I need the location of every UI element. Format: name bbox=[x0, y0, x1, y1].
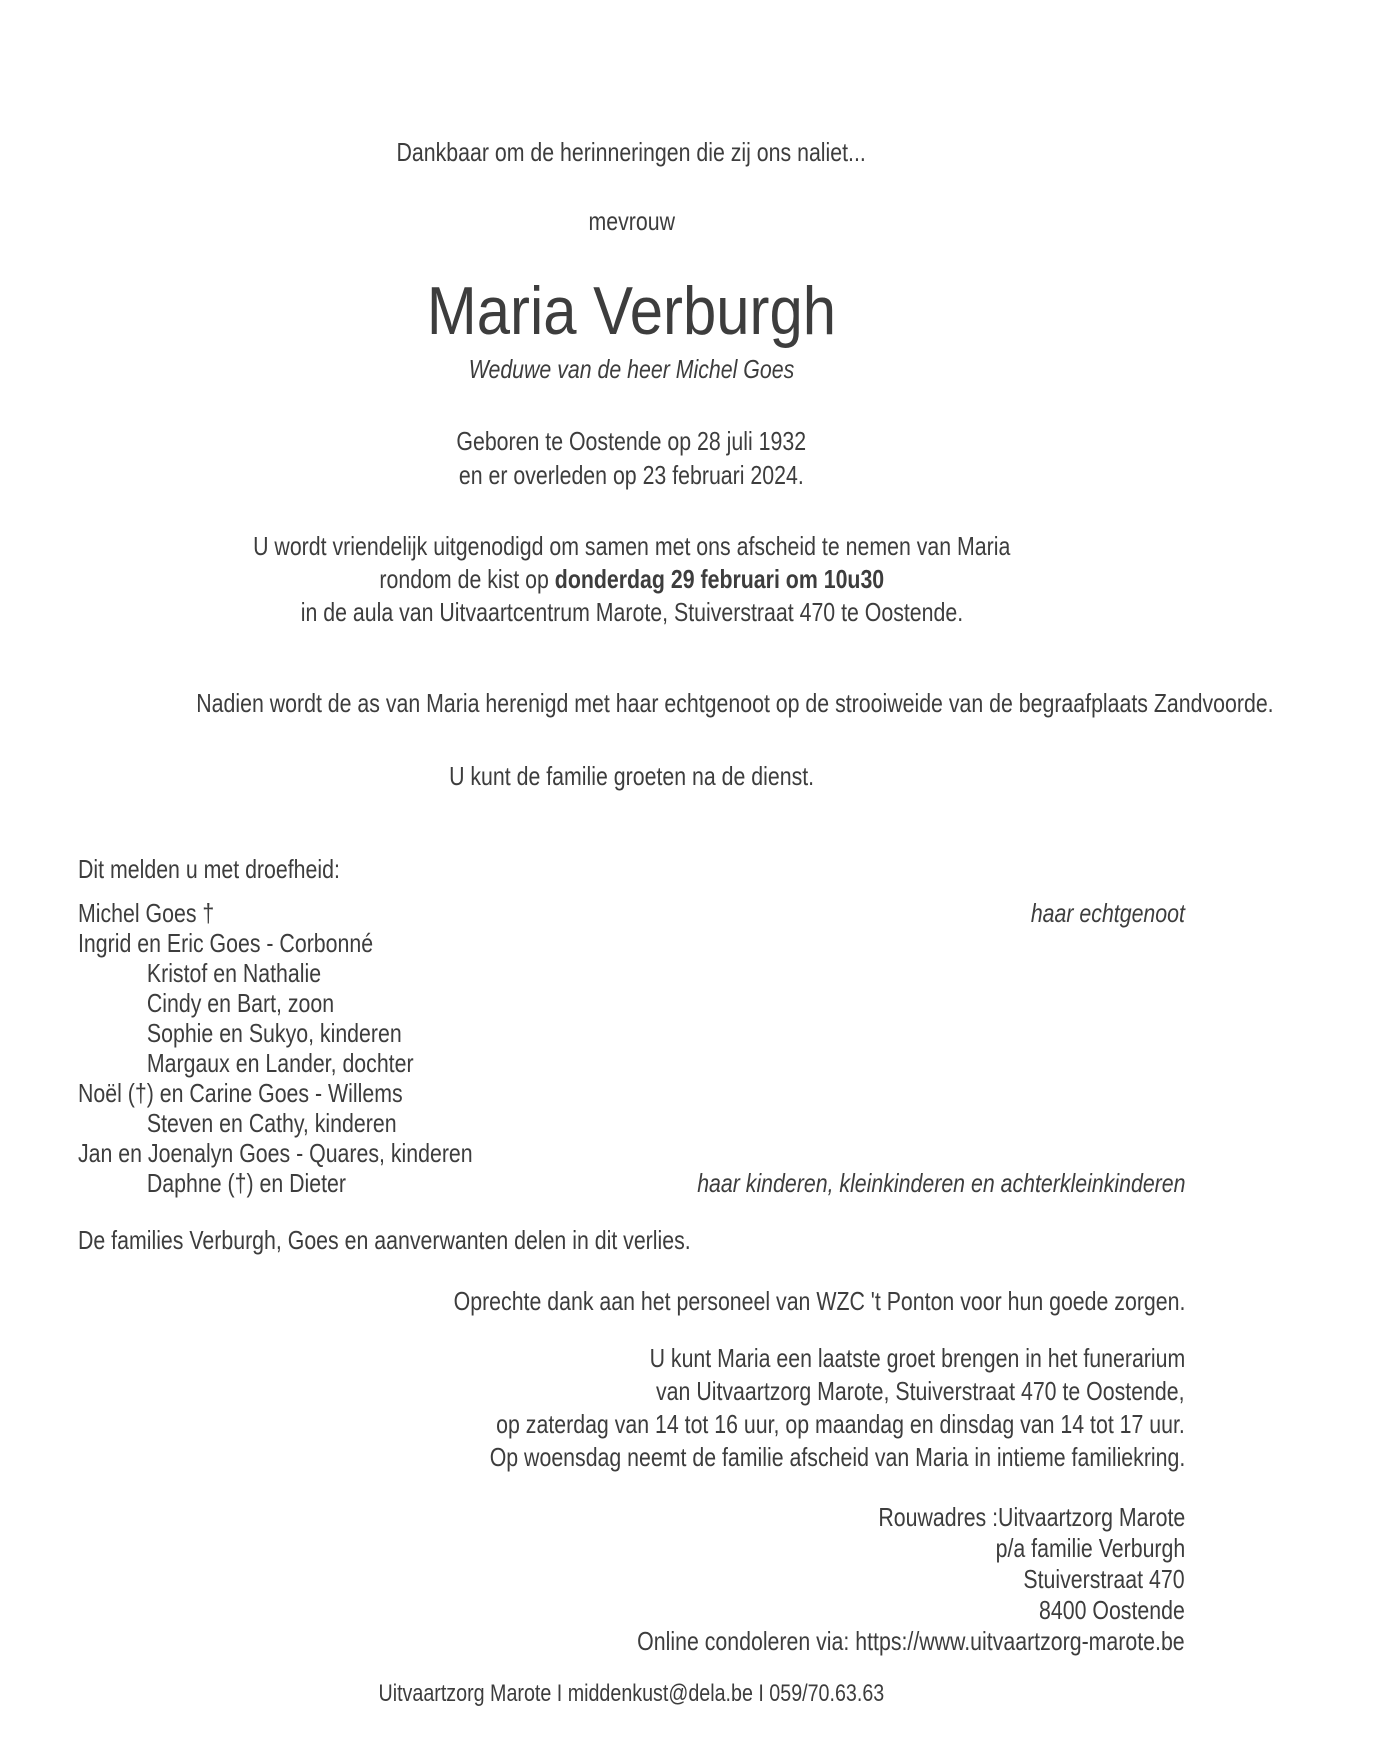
thanks-text: Oprechte dank aan het personeel van WZC 't Ponton voor hun goede zorgen. bbox=[453, 1286, 1185, 1316]
invitation-text-2-prefix: rondom de kist op bbox=[379, 564, 555, 594]
birth-line bbox=[78, 424, 1185, 458]
widow-subtitle-text: Weduwe van de heer Michel Goes bbox=[468, 354, 795, 384]
birth-death-block bbox=[78, 424, 1185, 492]
family-row bbox=[78, 898, 1185, 928]
death-line bbox=[78, 458, 1185, 492]
invitation-block bbox=[78, 530, 1185, 629]
funerarium-block bbox=[78, 1342, 1185, 1474]
family-rows bbox=[78, 898, 1185, 1198]
condolence-link[interactable]: Online condoleren via: https://www.uitvaartzorg-marote.be bbox=[637, 1626, 1185, 1656]
deceased-name-title bbox=[78, 272, 1185, 350]
mourning-address-line-4 bbox=[78, 1595, 1185, 1626]
salutation-line bbox=[78, 205, 1185, 238]
family-member: Daphne (†) en Dieter bbox=[146, 1168, 346, 1198]
mourning-address-text-2: p/a familie Verburgh bbox=[995, 1533, 1185, 1563]
greet-family-text: U kunt de familie groeten na de dienst. bbox=[448, 761, 815, 791]
thanks-line bbox=[78, 1285, 1185, 1318]
family-member: Margaux en Lander, dochter bbox=[146, 1048, 414, 1078]
family-member: Kristof en Nathalie bbox=[146, 958, 322, 988]
family-row bbox=[78, 1168, 1185, 1198]
greet-family-line bbox=[78, 760, 1185, 793]
deceased-name-text: Maria Verburgh bbox=[426, 273, 837, 349]
funerarium-text-1: U kunt Maria een laatste groet brengen in het funerarium bbox=[649, 1343, 1185, 1373]
invitation-text-3: in de aula van Uitvaartcentrum Marote, Stuiverstraat 470 te Oostende. bbox=[300, 597, 963, 627]
widow-subtitle bbox=[78, 352, 1185, 386]
invitation-line-3 bbox=[78, 596, 1185, 629]
announcement-sheet bbox=[78, 0, 1274, 1709]
mourning-address-text-3: Stuiverstraat 470 bbox=[1023, 1564, 1185, 1594]
funerarium-line-4 bbox=[78, 1441, 1185, 1474]
invitation-text-2 bbox=[379, 563, 884, 596]
funerarium-line-2 bbox=[78, 1375, 1185, 1408]
birth-text: Geboren te Oostende op 28 juli 1932 bbox=[456, 426, 807, 456]
family-member: Sophie en Sukyo, kinderen bbox=[146, 1018, 402, 1048]
invitation-line-2 bbox=[78, 563, 1185, 596]
intro-text: Dankbaar om de herinneringen die zij ons naliet... bbox=[396, 137, 867, 167]
family-row bbox=[78, 958, 1185, 988]
invitation-line-1 bbox=[78, 530, 1185, 563]
mourning-address-block bbox=[78, 1502, 1185, 1657]
funerarium-line-3 bbox=[78, 1408, 1185, 1441]
funerarium-line-1 bbox=[78, 1342, 1185, 1375]
ashes-reunion-text: Nadien wordt de as van Maria herenigd met haar echtgenoot op de strooiweide van de begraafplaats Zandvoorde. bbox=[196, 688, 1274, 718]
mourning-address-text-4: 8400 Oostende bbox=[1039, 1595, 1185, 1625]
family-row bbox=[78, 1048, 1185, 1078]
funeral-home-contact-text: Uitvaartzorg Marote I middenkust@dela.be I 059/70.63.63 bbox=[378, 1680, 885, 1707]
family-row bbox=[78, 1138, 1185, 1168]
families-share-line bbox=[78, 1224, 1185, 1257]
intro-line bbox=[78, 136, 1185, 169]
ceremony-datetime: donderdag 29 februari om 10u30 bbox=[554, 564, 884, 594]
family-row bbox=[78, 988, 1185, 1018]
family-heading-text: Dit melden u met droefheid: bbox=[78, 854, 340, 884]
families-share-text: De families Verburgh, Goes en aanverwanten delen in dit verlies. bbox=[78, 1225, 691, 1255]
invitation-text-1: U wordt vriendelijk uitgenodigd om samen met ons afscheid te nemen van Maria bbox=[252, 531, 1011, 561]
ashes-reunion-line bbox=[78, 687, 1274, 720]
family-member: Steven en Cathy, kinderen bbox=[146, 1108, 397, 1138]
funerarium-text-4: Op woensdag neemt de familie afscheid van Maria in intieme familiekring. bbox=[489, 1442, 1185, 1472]
mourning-address-line-3 bbox=[78, 1564, 1185, 1595]
funerarium-text-3: op zaterdag van 14 tot 16 uur, op maandag en dinsdag van 14 tot 17 uur. bbox=[496, 1409, 1185, 1439]
family-row bbox=[78, 1108, 1185, 1138]
family-member: Jan en Joenalyn Goes - Quares, kinderen bbox=[78, 1138, 473, 1168]
condolence-line bbox=[78, 1626, 1185, 1657]
family-heading bbox=[78, 853, 1185, 886]
family-announcement bbox=[78, 853, 1185, 1198]
mourning-address-line-2 bbox=[78, 1533, 1185, 1564]
funeral-home-footer bbox=[78, 1679, 1185, 1709]
relation-label-children: haar kinderen, kleinkinderen en achterkleinkinderen bbox=[696, 1168, 1185, 1198]
family-row bbox=[78, 1078, 1185, 1108]
family-member: Noël (†) en Carine Goes - Willems bbox=[78, 1078, 403, 1108]
salutation-text: mevrouw bbox=[588, 206, 675, 236]
mourning-address-line-1 bbox=[78, 1502, 1185, 1533]
funerarium-text-2: van Uitvaartzorg Marote, Stuiverstraat 470 te Oostende, bbox=[656, 1376, 1185, 1406]
mourning-address-text-1: Rouwadres :Uitvaartzorg Marote bbox=[878, 1502, 1185, 1532]
family-member: Ingrid en Eric Goes - Corbonné bbox=[78, 928, 374, 958]
family-member: Michel Goes † bbox=[78, 898, 215, 928]
family-member: Cindy en Bart, zoon bbox=[146, 988, 335, 1018]
family-row bbox=[78, 1018, 1185, 1048]
relation-label-spouse: haar echtgenoot bbox=[1030, 898, 1185, 928]
family-row bbox=[78, 928, 1185, 958]
death-text: en er overleden op 23 februari 2024. bbox=[459, 460, 804, 490]
